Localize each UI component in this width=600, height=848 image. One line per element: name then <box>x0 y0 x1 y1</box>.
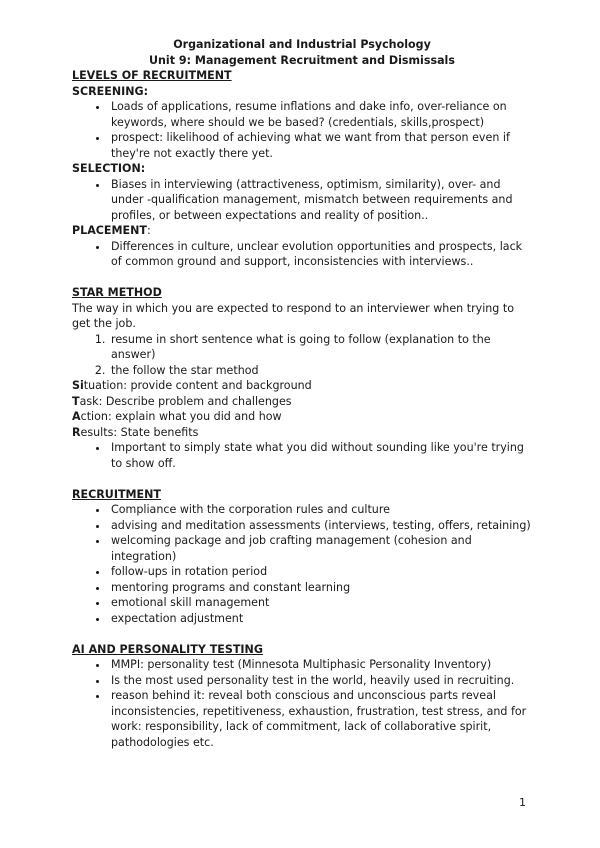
list-item: • follow-ups in rotation period <box>109 564 532 580</box>
list-item: • advising and meditation assessments (interviews, testing, offers, retaining) <box>109 518 532 534</box>
list-item: • Is the most used personality test in the world, heavily used in recruiting. <box>109 673 532 689</box>
star-heading: STAR METHOD <box>72 286 162 299</box>
recruitment-heading: RECRUITMENT <box>72 487 161 501</box>
star-steps <box>72 332 532 379</box>
list-item: • Differences in culture, unclear evolution opportunities and prospects, lack of common ground and support, inconsistencies with interviews.. <box>109 239 532 270</box>
selection-label: SELECTION: <box>72 162 146 175</box>
list-item: • Biases in interviewing (attractiveness, optimism, similarity), over- and under -qualification management, mismatch between requirements and profiles, or between expectations and reality of position.. <box>109 177 532 224</box>
star-results: Results: State benefits <box>72 425 199 439</box>
screening-label: SCREENING: <box>72 84 149 98</box>
levels-heading: LEVELS OF RECRUITMENT <box>72 69 232 82</box>
placement-list <box>72 239 532 270</box>
ai-list <box>72 657 532 750</box>
star-situation: Situation: provide content and background <box>72 379 312 392</box>
page-number: 1 <box>519 796 526 809</box>
list-item: 1. resume in short sentence what is going to follow (explanation to the answer) <box>109 332 532 363</box>
list-item: • welcoming package and job crafting management (cohesion and integration) <box>109 533 532 564</box>
list-item: • expectation adjustment <box>109 611 532 627</box>
list-item: 2. the follow the star method <box>109 363 532 379</box>
list-item: • MMPI: personality test (Minnesota Multiphasic Personality Inventory) <box>109 657 532 673</box>
list-item: • mentoring programs and constant learning <box>109 580 532 596</box>
document-page <box>72 37 532 750</box>
list-item: • reason behind it: reveal both conscious and unconscious parts reveal inconsistencies, repetitiveness, exhaustion, frustration, test stress, and for work: responsibility, lack of commitment, lack of collaborative spirit, pathodologies etc. <box>109 688 532 750</box>
document-title-line2: Unit 9: Management Recruitment and Dismissals <box>149 53 455 67</box>
list-item: • Important to simply state what you did without sounding like you're trying to show off. <box>109 440 532 471</box>
star-action: Action: explain what you did and how <box>72 410 282 423</box>
recruitment-list <box>72 502 532 626</box>
placement-label: PLACEMENT <box>72 224 147 237</box>
list-item: • Compliance with the corporation rules and culture <box>109 502 532 518</box>
placement-label-row <box>72 223 532 239</box>
selection-list <box>72 177 532 224</box>
ai-heading: AI AND PERSONALITY TESTING <box>72 642 263 656</box>
star-task: Task: Describe problem and challenges <box>72 394 292 408</box>
placement-colon: : <box>146 224 151 237</box>
screening-list <box>72 99 532 161</box>
document-title-line1: Organizational and Industrial Psychology <box>173 38 431 51</box>
star-intro: The way in which you are expected to respond to an interviewer when trying to get the job. <box>72 301 515 330</box>
star-tip-list <box>72 440 532 471</box>
list-item: • prospect: likelihood of achieving what we want from that person even if they're not exactly there yet. <box>109 130 532 161</box>
list-item: • emotional skill management <box>109 595 532 611</box>
list-item: • Loads of applications, resume inflations and dake info, over-reliance on keywords, where should we be based? (credentials, skills,prospect) <box>109 99 532 130</box>
